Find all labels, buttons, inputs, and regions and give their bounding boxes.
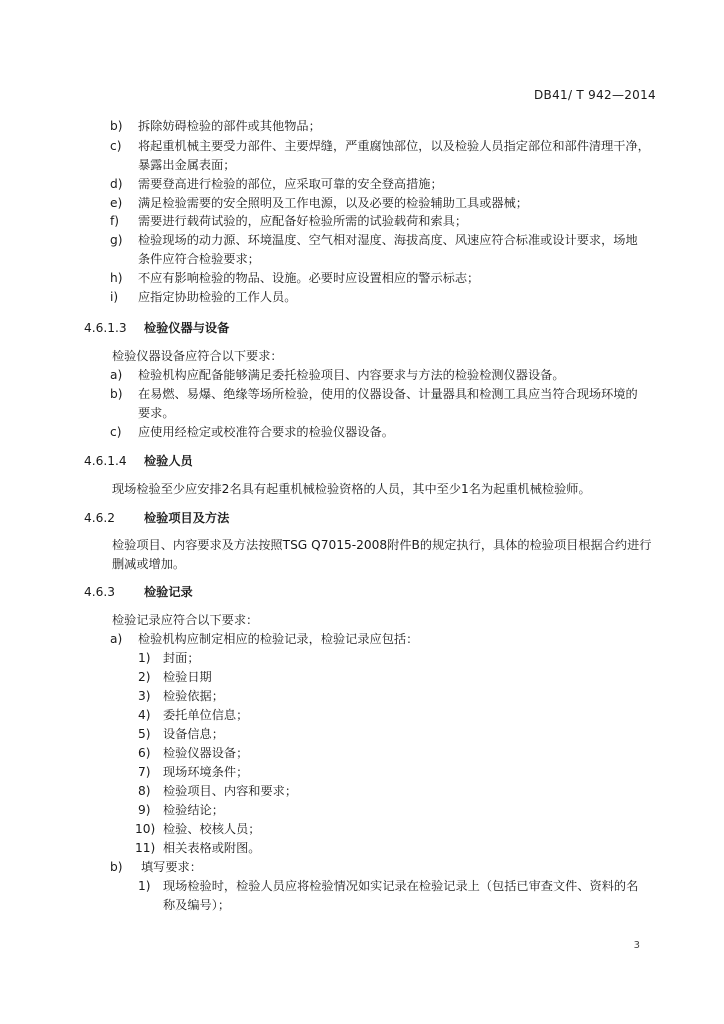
- list-item-text: 填写要求：: [141, 860, 202, 874]
- sublist-item-text: 检验日期: [163, 670, 212, 684]
- list-marker: b): [110, 387, 123, 401]
- sublist-marker: 1): [138, 651, 151, 665]
- sublist-item-text: 委托单位信息；: [163, 708, 249, 722]
- sublist-marker: 6): [138, 746, 151, 760]
- list-item-text-cont: 暴露出金属表面；: [138, 158, 236, 172]
- section-heading-462: [84, 510, 229, 526]
- list-item-text: 需要登高进行检验的部位，应采取可靠的安全登高措施；: [138, 177, 443, 191]
- list-marker: c): [110, 425, 122, 439]
- list-item-text: 检验机构应制定相应的检验记录，检验记录应包括：: [138, 632, 419, 646]
- list-marker: f): [110, 214, 120, 228]
- sublist-marker: 10): [135, 822, 156, 836]
- list-marker: i): [110, 290, 119, 304]
- section-heading-4613: [84, 320, 229, 336]
- sublist-marker: 5): [138, 727, 151, 741]
- section-intro: 检验记录应符合以下要求：: [112, 613, 259, 627]
- section-number: 4.6.1.4: [84, 454, 127, 468]
- section-title: 检验项目及方法: [144, 511, 230, 525]
- section-number: 4.6.3: [84, 585, 116, 599]
- sublist-item-text: 检验、校核人员；: [163, 822, 261, 836]
- section-number: 4.6.2: [84, 511, 116, 525]
- sublist-marker: 11): [135, 841, 156, 855]
- sublist-item-text: 检验依据；: [163, 689, 224, 703]
- list-marker: h): [110, 271, 123, 285]
- sublist-item-text: 现场检验时，检验人员应将检验情况如实记录在检验记录上（包括已审查文件、资料的名: [163, 879, 639, 893]
- list-marker: g): [110, 233, 123, 247]
- sublist-marker: 7): [138, 765, 151, 779]
- list-item-text-cont: 要求。: [138, 406, 175, 420]
- section-title: 检验人员: [144, 454, 193, 468]
- section-paragraph: 现场检验至少应安排2名具有起重机械检验资格的人员，其中至少1名为起重机械检验师。: [112, 482, 591, 496]
- list-item-text: 满足检验需要的安全照明及工作电源，以及必要的检验辅助工具或器械；: [138, 196, 528, 210]
- sublist-item-text: 相关表格或附图。: [163, 841, 261, 855]
- list-item-text: 检验现场的动力源、环境温度、空气相对湿度、海拔高度、风速应符合标准或设计要求，场地: [138, 233, 638, 247]
- list-item-text: 不应有影响检验的物品、设施。必要时应设置相应的警示标志；: [138, 271, 480, 285]
- sublist-item-text: 检验结论；: [163, 803, 224, 817]
- sublist-marker: 4): [138, 708, 151, 722]
- sublist-item-text-cont: 称及编号）；: [163, 898, 231, 912]
- section-number: 4.6.1.3: [84, 321, 127, 335]
- sublist-marker: 3): [138, 689, 151, 703]
- sublist-marker: 1): [138, 879, 151, 893]
- sublist-item-text: 检验仪器设备；: [163, 746, 249, 760]
- section-heading-4614: [84, 453, 193, 469]
- section-heading-463: [84, 584, 193, 600]
- sublist-item-text: 检验项目、内容和要求；: [163, 784, 298, 798]
- sublist-marker: 9): [138, 803, 151, 817]
- sublist-marker: 2): [138, 670, 151, 684]
- list-marker: c): [110, 139, 122, 153]
- list-marker: d): [110, 177, 123, 191]
- list-item-text: 在易燃、易爆、绝缘等场所检验，使用的仪器设备、计量器具和检测工具应当符合现场环境的: [138, 387, 638, 401]
- section-paragraph: 检验项目、内容要求及方法按照TSG Q7015-2008附件B的规定执行，具体的检验项目根据合约进行: [112, 538, 652, 552]
- sublist-item-text: 现场环境条件；: [163, 765, 249, 779]
- list-marker: b): [110, 119, 123, 133]
- section-intro: 检验仪器设备应符合以下要求：: [112, 349, 283, 363]
- list-marker: a): [110, 632, 123, 646]
- list-marker: b): [110, 860, 123, 874]
- sublist-item-text: 设备信息；: [163, 727, 224, 741]
- section-paragraph-cont: 删减或增加。: [112, 557, 186, 571]
- list-item-text: 检验机构应配备能够满足委托检验项目、内容要求与方法的检验检测仪器设备。: [138, 368, 565, 382]
- list-item-text: 需要进行载荷试验的，应配备好检验所需的试验载荷和索具；: [138, 214, 468, 228]
- list-marker: a): [110, 368, 123, 382]
- list-item-text-cont: 条件应符合检验要求；: [138, 252, 260, 266]
- sublist-marker: 8): [138, 784, 151, 798]
- standard-code-header: DB41/ T 942—2014: [534, 88, 656, 102]
- list-item-text: 应指定协助检验的工作人员。: [138, 290, 297, 304]
- list-item-text: 将起重机械主要受力部件、主要焊缝，严重腐蚀部位，以及检验人员指定部位和部件清理干净，: [138, 139, 650, 153]
- list-marker: e): [110, 196, 123, 210]
- sublist-item-text: 封面；: [163, 651, 200, 665]
- section-title: 检验记录: [144, 585, 193, 599]
- page-number: 3: [633, 940, 640, 951]
- list-item-text: 应使用经检定或校准符合要求的检验仪器设备。: [138, 425, 394, 439]
- list-item-text: 拆除妨碍检验的部件或其他物品；: [138, 119, 321, 133]
- section-title: 检验仪器与设备: [144, 321, 230, 335]
